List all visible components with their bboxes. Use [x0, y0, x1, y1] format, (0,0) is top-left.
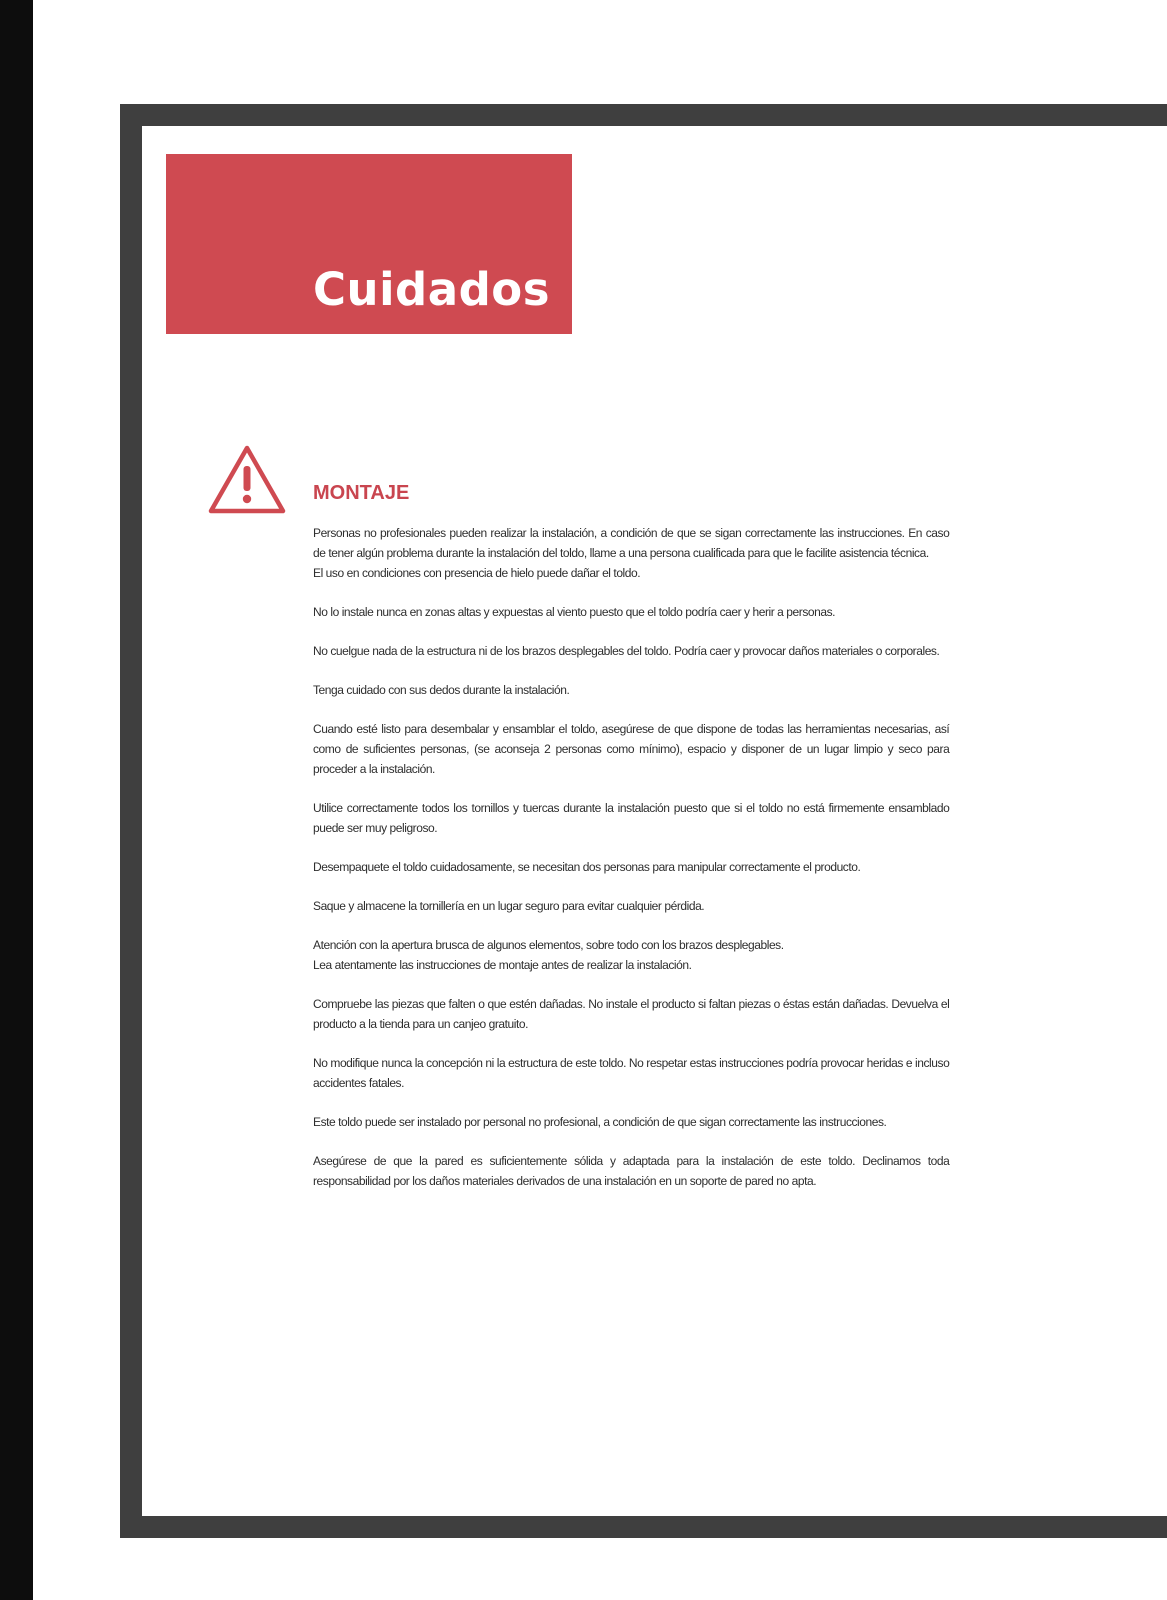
instructions-body — [313, 523, 949, 1210]
instruction-line: Cuando esté listo para desembalar y ensamblar el toldo, asegúrese de que dispone de todas las herramientas necesarias, así como de suficientes personas, (se aconseja 2 personas como mínimo), espacio y disponer de un lugar limpio y seco para proceder a la instalación. — [313, 722, 950, 776]
instruction-paragraph — [313, 719, 949, 779]
instruction-paragraph — [313, 523, 949, 583]
instruction-line: Asegúrese de que la pared es suficientemente sólida y adaptada para la instalación de este toldo. Declinamos toda responsabilidad por los daños materiales derivados de una instalación en un soporte de pared no apta. — [313, 1154, 950, 1188]
title-banner — [166, 154, 572, 334]
instruction-line: Lea atentamente las instrucciones de montaje antes de realizar la instalación. — [313, 958, 692, 972]
instruction-paragraph — [313, 798, 949, 838]
instruction-paragraph — [313, 1151, 949, 1191]
instruction-paragraph — [313, 935, 949, 975]
instruction-paragraph — [313, 857, 949, 877]
instruction-line: El uso en condiciones con presencia de hielo puede dañar el toldo. — [313, 566, 641, 580]
instruction-paragraph — [313, 994, 949, 1034]
instruction-line: Desempaquete el toldo cuidadosamente, se necesitan dos personas para manipular correctamente el producto. — [313, 860, 861, 874]
instruction-paragraph — [313, 680, 949, 700]
instruction-line: Atención con la apertura brusca de algunos elementos, sobre todo con los brazos desplegables. — [313, 938, 784, 952]
instruction-line: Tenga cuidado con sus dedos durante la instalación. — [313, 683, 570, 697]
instruction-paragraph — [313, 602, 949, 622]
instruction-line: No cuelgue nada de la estructura ni de los brazos desplegables del toldo. Podría caer y provocar daños materiales o corporales. — [313, 644, 940, 658]
instruction-line: No modifique nunca la concepción ni la estructura de este toldo. No respetar estas instrucciones podría provocar heridas e incluso accidentes fatales. — [313, 1056, 950, 1090]
instruction-line: Saque y almacene la tornillería en un lugar seguro para evitar cualquier pérdida. — [313, 899, 705, 913]
instruction-paragraph — [313, 1112, 949, 1132]
instruction-paragraph — [313, 1053, 949, 1093]
instruction-line: Compruebe las piezas que falten o que estén dañadas. No instale el producto si faltan piezas o éstas están dañadas. Devuelva el producto a la tienda para un canjeo gratuito. — [313, 997, 950, 1031]
instruction-paragraph — [313, 641, 949, 661]
instruction-line: Utilice correctamente todos los tornillos y tuercas durante la instalación puesto que si el toldo no está firmemente ensamblado puede ser muy peligroso. — [313, 801, 950, 835]
section-heading: MONTAJE — [313, 482, 410, 504]
instruction-paragraph — [313, 896, 949, 916]
page-title: Cuidados — [313, 263, 550, 316]
scan-edge — [0, 0, 33, 1600]
instruction-line: Este toldo puede ser instalado por personal no profesional, a condición de que sigan correctamente las instrucciones. — [313, 1115, 887, 1129]
instruction-line: No lo instale nunca en zonas altas y expuestas al viento puesto que el toldo podría caer y herir a personas. — [313, 605, 836, 619]
warning-triangle-icon — [208, 444, 286, 516]
instruction-line: Personas no profesionales pueden realizar la instalación, a condición de que se sigan correctamente las instrucciones. En caso de tener algún problema durante la instalación del toldo, llame a una persona cualificada para que le facilite asistencia técnica. — [313, 526, 950, 560]
